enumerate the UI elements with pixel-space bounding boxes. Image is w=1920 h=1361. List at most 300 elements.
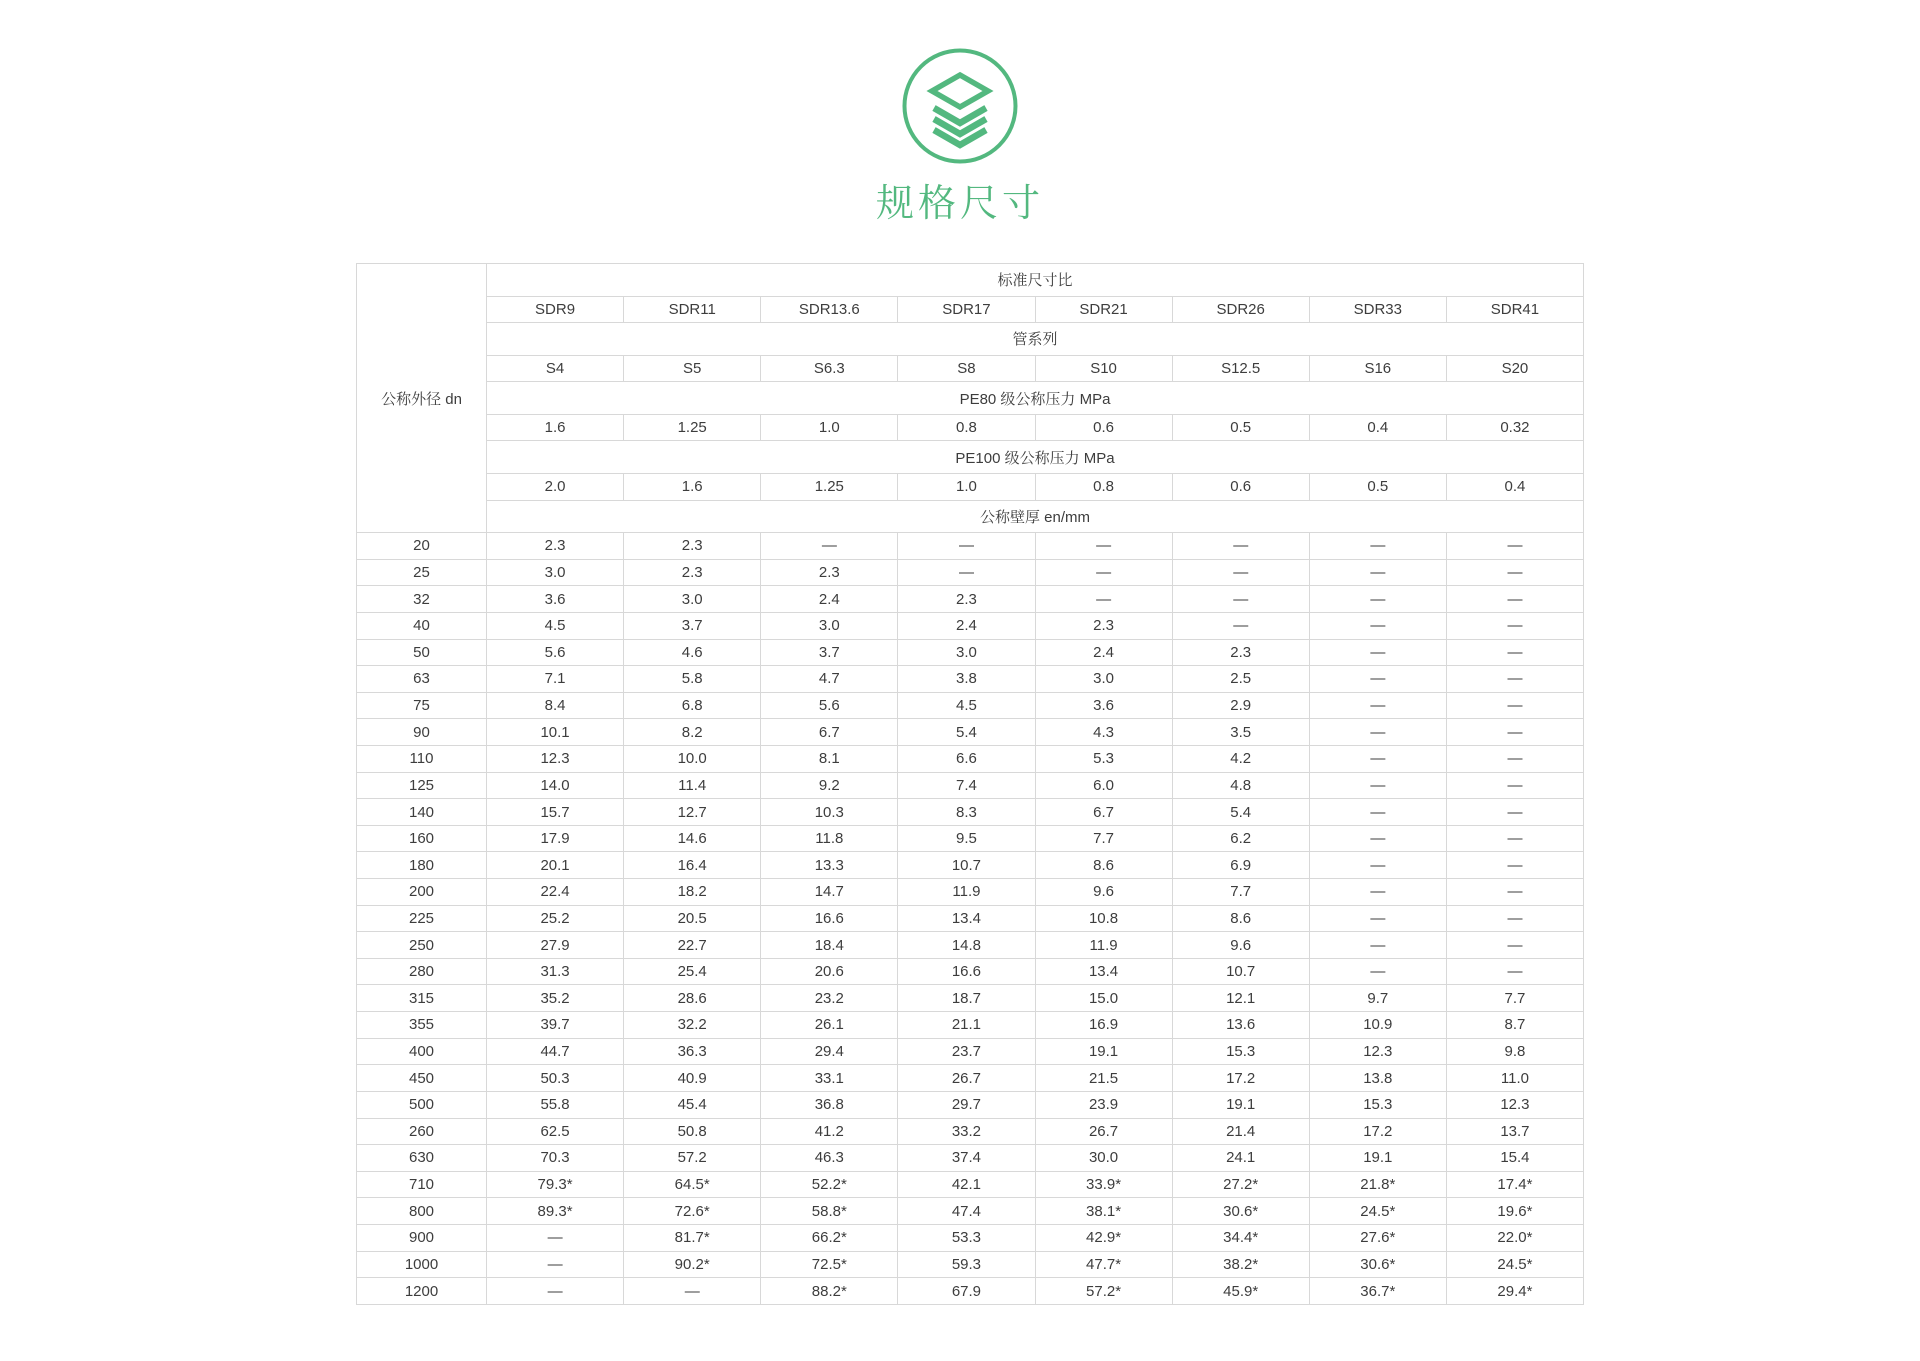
dn-cell: 40 (357, 612, 487, 639)
dn-cell: 400 (357, 1038, 487, 1065)
sdr-header-cell: SDR11 (624, 296, 761, 323)
thickness-cell: 14.8 (898, 932, 1035, 959)
thickness-cell: 26.1 (761, 1012, 898, 1039)
dn-cell: 630 (357, 1145, 487, 1172)
header-row-series-group (357, 323, 1584, 356)
dn-cell: 250 (357, 932, 487, 959)
thickness-cell: 22.0* (1446, 1224, 1583, 1251)
thickness-cell: — (1172, 586, 1309, 613)
thickness-cell: 17.9 (487, 825, 624, 852)
pe80-value-cell: 0.32 (1446, 414, 1583, 441)
thickness-cell: 30.6* (1172, 1198, 1309, 1225)
thickness-cell: — (761, 533, 898, 560)
table-row (357, 879, 1584, 906)
pe80-value-cell: 0.6 (1035, 414, 1172, 441)
thickness-cell: 2.4 (898, 612, 1035, 639)
dn-cell: 710 (357, 1171, 487, 1198)
group-header-pe100: PE100 级公称压力 MPa (487, 441, 1584, 474)
thickness-cell: 6.8 (624, 692, 761, 719)
dn-cell: 225 (357, 905, 487, 932)
thickness-cell: — (1309, 879, 1446, 906)
thickness-cell: 36.7* (1309, 1278, 1446, 1305)
sdr-header-cell: SDR41 (1446, 296, 1583, 323)
thickness-cell: 20.5 (624, 905, 761, 932)
series-header-cell: S16 (1309, 355, 1446, 382)
thickness-cell: 19.1 (1309, 1145, 1446, 1172)
thickness-cell: 15.7 (487, 799, 624, 826)
thickness-cell: 20.6 (761, 958, 898, 985)
table-row (357, 958, 1584, 985)
thickness-cell: — (1035, 559, 1172, 586)
thickness-cell: 21.1 (898, 1012, 1035, 1039)
thickness-cell: — (1446, 932, 1583, 959)
table-row (357, 799, 1584, 826)
thickness-cell: 14.7 (761, 879, 898, 906)
header-row-pe80-group (357, 382, 1584, 415)
thickness-cell: 24.1 (1172, 1145, 1309, 1172)
thickness-cell: — (1446, 719, 1583, 746)
sdr-header-cell: SDR21 (1035, 296, 1172, 323)
thickness-cell: 3.0 (898, 639, 1035, 666)
thickness-cell: — (1309, 533, 1446, 560)
table-row (357, 533, 1584, 560)
table-row (357, 852, 1584, 879)
thickness-cell: — (487, 1278, 624, 1305)
thickness-cell: — (1446, 852, 1583, 879)
thickness-cell: 21.8* (1309, 1171, 1446, 1198)
thickness-cell: 72.5* (761, 1251, 898, 1278)
pe80-value-cell: 0.4 (1309, 414, 1446, 441)
thickness-cell: 45.9* (1172, 1278, 1309, 1305)
thickness-cell: 67.9 (898, 1278, 1035, 1305)
thickness-cell: — (1309, 639, 1446, 666)
dn-cell: 90 (357, 719, 487, 746)
thickness-cell: — (1035, 586, 1172, 613)
thickness-cell: 13.8 (1309, 1065, 1446, 1092)
dn-cell: 50 (357, 639, 487, 666)
thickness-cell: 10.9 (1309, 1012, 1446, 1039)
thickness-cell: 5.4 (898, 719, 1035, 746)
thickness-cell: 20.1 (487, 852, 624, 879)
table-row (357, 666, 1584, 693)
thickness-cell: 13.7 (1446, 1118, 1583, 1145)
thickness-cell: 8.1 (761, 745, 898, 772)
thickness-cell: 89.3* (487, 1198, 624, 1225)
thickness-cell: 8.7 (1446, 1012, 1583, 1039)
header-row-sdr (357, 296, 1584, 323)
thickness-cell: 30.0 (1035, 1145, 1172, 1172)
header-row-sdr-group (357, 264, 1584, 297)
thickness-cell: 11.4 (624, 772, 761, 799)
thickness-cell: 2.3 (1035, 612, 1172, 639)
thickness-cell: 6.7 (761, 719, 898, 746)
thickness-cell: 37.4 (898, 1145, 1035, 1172)
thickness-cell: 2.3 (624, 559, 761, 586)
thickness-cell: — (487, 1251, 624, 1278)
thickness-cell: 2.5 (1172, 666, 1309, 693)
thickness-cell: — (1309, 958, 1446, 985)
table-row (357, 745, 1584, 772)
thickness-cell: 33.9* (1035, 1171, 1172, 1198)
dn-cell: 180 (357, 852, 487, 879)
thickness-cell: 55.8 (487, 1091, 624, 1118)
thickness-cell: 24.5* (1309, 1198, 1446, 1225)
thickness-cell: 36.3 (624, 1038, 761, 1065)
thickness-cell: 16.6 (761, 905, 898, 932)
thickness-cell: — (1172, 533, 1309, 560)
thickness-cell: — (1309, 719, 1446, 746)
table-row (357, 692, 1584, 719)
dn-cell: 140 (357, 799, 487, 826)
dn-cell: 900 (357, 1224, 487, 1251)
table-row (357, 1278, 1584, 1305)
thickness-cell: 53.3 (898, 1224, 1035, 1251)
thickness-cell: — (1446, 772, 1583, 799)
thickness-cell: 19.1 (1035, 1038, 1172, 1065)
thickness-cell: — (1446, 799, 1583, 826)
thickness-cell: 21.5 (1035, 1065, 1172, 1092)
thickness-cell: 2.4 (1035, 639, 1172, 666)
thickness-cell: — (1309, 932, 1446, 959)
thickness-cell: 72.6* (624, 1198, 761, 1225)
thickness-cell: 15.3 (1172, 1038, 1309, 1065)
thickness-cell: 7.7 (1035, 825, 1172, 852)
thickness-cell: 11.9 (1035, 932, 1172, 959)
table-row (357, 586, 1584, 613)
page-title: 规格尺寸 (875, 183, 1044, 225)
thickness-cell: 57.2 (624, 1145, 761, 1172)
group-header-sdr: 标准尺寸比 (487, 264, 1584, 297)
pe80-value-cell: 0.5 (1172, 414, 1309, 441)
spec-table-header (357, 264, 1584, 533)
thickness-cell: — (624, 1278, 761, 1305)
thickness-cell: 9.8 (1446, 1038, 1583, 1065)
thickness-cell: 30.6* (1309, 1251, 1446, 1278)
thickness-cell: 14.0 (487, 772, 624, 799)
thickness-cell: 27.9 (487, 932, 624, 959)
dn-cell: 280 (357, 958, 487, 985)
pe100-value-cell: 0.6 (1172, 473, 1309, 500)
series-header-cell: S5 (624, 355, 761, 382)
thickness-cell: 24.5* (1446, 1251, 1583, 1278)
table-row (357, 932, 1584, 959)
thickness-cell: 7.7 (1446, 985, 1583, 1012)
table-row (357, 1118, 1584, 1145)
table-row (357, 1038, 1584, 1065)
thickness-cell: — (1446, 879, 1583, 906)
thickness-cell: 29.4* (1446, 1278, 1583, 1305)
series-header-cell: S12.5 (1172, 355, 1309, 382)
thickness-cell: 13.3 (761, 852, 898, 879)
thickness-cell: — (1309, 905, 1446, 932)
thickness-cell: 6.7 (1035, 799, 1172, 826)
thickness-cell: 27.6* (1309, 1224, 1446, 1251)
thickness-cell: 23.2 (761, 985, 898, 1012)
table-row (357, 559, 1584, 586)
thickness-cell: 42.9* (1035, 1224, 1172, 1251)
thickness-cell: 40.9 (624, 1065, 761, 1092)
thickness-cell: — (1309, 825, 1446, 852)
thickness-cell: 3.8 (898, 666, 1035, 693)
thickness-cell: 34.4* (1172, 1224, 1309, 1251)
dn-cell: 200 (357, 879, 487, 906)
header-row-series (357, 355, 1584, 382)
thickness-cell: 9.2 (761, 772, 898, 799)
thickness-cell: 12.3 (487, 745, 624, 772)
corner-header: 公称外径 dn (357, 264, 487, 533)
thickness-cell: 11.9 (898, 879, 1035, 906)
pe80-value-cell: 1.6 (487, 414, 624, 441)
thickness-cell: 42.1 (898, 1171, 1035, 1198)
thickness-cell: 2.3 (761, 559, 898, 586)
thickness-cell: 18.2 (624, 879, 761, 906)
thickness-cell: 36.8 (761, 1091, 898, 1118)
thickness-cell: 5.4 (1172, 799, 1309, 826)
dn-cell: 500 (357, 1091, 487, 1118)
thickness-cell: 21.4 (1172, 1118, 1309, 1145)
thickness-cell: 2.3 (487, 533, 624, 560)
thickness-cell: — (1446, 745, 1583, 772)
dn-cell: 125 (357, 772, 487, 799)
thickness-cell: 10.8 (1035, 905, 1172, 932)
thickness-cell: — (1172, 612, 1309, 639)
pe100-value-cell: 0.8 (1035, 473, 1172, 500)
thickness-cell: 39.7 (487, 1012, 624, 1039)
sdr-header-cell: SDR33 (1309, 296, 1446, 323)
thickness-cell: 25.2 (487, 905, 624, 932)
thickness-cell: 57.2* (1035, 1278, 1172, 1305)
thickness-cell: 6.6 (898, 745, 1035, 772)
table-row (357, 719, 1584, 746)
thickness-cell: 3.6 (487, 586, 624, 613)
dn-cell: 160 (357, 825, 487, 852)
table-row (357, 639, 1584, 666)
thickness-cell: — (487, 1224, 624, 1251)
table-row (357, 985, 1584, 1012)
thickness-cell: 2.3 (898, 586, 1035, 613)
thickness-cell: 4.5 (898, 692, 1035, 719)
thickness-cell: 50.8 (624, 1118, 761, 1145)
thickness-cell: — (1309, 666, 1446, 693)
thickness-cell: 16.6 (898, 958, 1035, 985)
thickness-cell: 3.0 (761, 612, 898, 639)
thickness-cell: 62.5 (487, 1118, 624, 1145)
table-row (357, 1065, 1584, 1092)
pe100-value-cell: 2.0 (487, 473, 624, 500)
thickness-cell: 2.9 (1172, 692, 1309, 719)
sdr-header-cell: SDR17 (898, 296, 1035, 323)
thickness-cell: — (1309, 799, 1446, 826)
thickness-cell: — (1309, 745, 1446, 772)
header-row-pe100 (357, 473, 1584, 500)
thickness-cell: 4.5 (487, 612, 624, 639)
thickness-cell: — (898, 559, 1035, 586)
thickness-cell: — (1446, 666, 1583, 693)
thickness-cell: 17.2 (1309, 1118, 1446, 1145)
dn-cell: 75 (357, 692, 487, 719)
thickness-cell: 4.3 (1035, 719, 1172, 746)
thickness-cell: 66.2* (761, 1224, 898, 1251)
thickness-cell: 4.7 (761, 666, 898, 693)
thickness-cell: 3.6 (1035, 692, 1172, 719)
thickness-cell: 22.4 (487, 879, 624, 906)
thickness-cell: 17.4* (1446, 1171, 1583, 1198)
group-header-pe80: PE80 级公称压力 MPa (487, 382, 1584, 415)
table-row (357, 612, 1584, 639)
thickness-cell: 12.3 (1446, 1091, 1583, 1118)
thickness-cell: — (1309, 772, 1446, 799)
dn-cell: 25 (357, 559, 487, 586)
sdr-header-cell: SDR13.6 (761, 296, 898, 323)
thickness-cell: 58.8* (761, 1198, 898, 1225)
thickness-cell: 33.2 (898, 1118, 1035, 1145)
thickness-cell: 5.6 (487, 639, 624, 666)
thickness-cell: 70.3 (487, 1145, 624, 1172)
thickness-cell: 8.6 (1172, 905, 1309, 932)
thickness-cell: 13.6 (1172, 1012, 1309, 1039)
table-row (357, 1091, 1584, 1118)
thickness-cell: 47.7* (1035, 1251, 1172, 1278)
thickness-cell: 6.0 (1035, 772, 1172, 799)
header-row-pe100-group (357, 441, 1584, 474)
thickness-cell: 16.4 (624, 852, 761, 879)
thickness-cell: 7.1 (487, 666, 624, 693)
spec-table (356, 263, 1584, 1305)
dn-cell: 32 (357, 586, 487, 613)
thickness-cell: 13.4 (1035, 958, 1172, 985)
thickness-cell: 18.7 (898, 985, 1035, 1012)
thickness-cell: 13.4 (898, 905, 1035, 932)
thickness-cell: 11.0 (1446, 1065, 1583, 1092)
thickness-cell: 38.1* (1035, 1198, 1172, 1225)
thickness-cell: 12.1 (1172, 985, 1309, 1012)
thickness-cell: 18.4 (761, 932, 898, 959)
thickness-cell: — (1035, 533, 1172, 560)
table-row (357, 825, 1584, 852)
thickness-cell: 9.6 (1172, 932, 1309, 959)
pe80-value-cell: 0.8 (898, 414, 1035, 441)
thickness-cell: 2.3 (624, 533, 761, 560)
series-header-cell: S6.3 (761, 355, 898, 382)
table-row (357, 905, 1584, 932)
header-row-thickness-group (357, 500, 1584, 533)
thickness-cell: 8.4 (487, 692, 624, 719)
thickness-cell: 5.8 (624, 666, 761, 693)
thickness-cell: 3.0 (1035, 666, 1172, 693)
thickness-cell: 3.0 (487, 559, 624, 586)
thickness-cell: 9.5 (898, 825, 1035, 852)
table-row (357, 1251, 1584, 1278)
table-row (357, 1012, 1584, 1039)
thickness-cell: — (1446, 559, 1583, 586)
thickness-cell: 2.4 (761, 586, 898, 613)
thickness-cell: 79.3* (487, 1171, 624, 1198)
thickness-cell: 8.6 (1035, 852, 1172, 879)
thickness-cell: 15.0 (1035, 985, 1172, 1012)
spec-table-body (357, 533, 1584, 1305)
sdr-header-cell: SDR9 (487, 296, 624, 323)
pe100-value-cell: 1.0 (898, 473, 1035, 500)
thickness-cell: 16.9 (1035, 1012, 1172, 1039)
thickness-cell: 22.7 (624, 932, 761, 959)
thickness-cell: 26.7 (898, 1065, 1035, 1092)
thickness-cell: 15.3 (1309, 1091, 1446, 1118)
thickness-cell: 4.8 (1172, 772, 1309, 799)
thickness-cell: 9.7 (1309, 985, 1446, 1012)
thickness-cell: 41.2 (761, 1118, 898, 1145)
thickness-cell: 45.4 (624, 1091, 761, 1118)
thickness-cell: — (1446, 692, 1583, 719)
series-header-cell: S4 (487, 355, 624, 382)
layers-icon (902, 48, 1018, 164)
thickness-cell: — (1446, 586, 1583, 613)
thickness-cell: — (898, 533, 1035, 560)
pe80-value-cell: 1.25 (624, 414, 761, 441)
table-row (357, 1145, 1584, 1172)
thickness-cell: 90.2* (624, 1251, 761, 1278)
thickness-cell: 3.7 (624, 612, 761, 639)
dn-cell: 315 (357, 985, 487, 1012)
thickness-cell: 50.3 (487, 1065, 624, 1092)
thickness-cell: 3.5 (1172, 719, 1309, 746)
thickness-cell: 5.6 (761, 692, 898, 719)
dn-cell: 260 (357, 1118, 487, 1145)
series-header-cell: S8 (898, 355, 1035, 382)
table-row (357, 1171, 1584, 1198)
thickness-cell: 10.0 (624, 745, 761, 772)
thickness-cell: 7.4 (898, 772, 1035, 799)
thickness-cell: 27.2* (1172, 1171, 1309, 1198)
pe100-value-cell: 1.6 (624, 473, 761, 500)
thickness-cell: 64.5* (624, 1171, 761, 1198)
thickness-cell: 12.3 (1309, 1038, 1446, 1065)
table-row (357, 772, 1584, 799)
thickness-cell: 10.7 (898, 852, 1035, 879)
thickness-cell: 11.8 (761, 825, 898, 852)
thickness-cell: — (1446, 905, 1583, 932)
thickness-cell: 52.2* (761, 1171, 898, 1198)
thickness-cell: 4.2 (1172, 745, 1309, 772)
sdr-header-cell: SDR26 (1172, 296, 1309, 323)
thickness-cell: — (1309, 559, 1446, 586)
dn-cell: 20 (357, 533, 487, 560)
series-header-cell: S20 (1446, 355, 1583, 382)
group-header-thickness: 公称壁厚 en/mm (487, 500, 1584, 533)
thickness-cell: 8.2 (624, 719, 761, 746)
thickness-cell: 32.2 (624, 1012, 761, 1039)
pe100-value-cell: 1.25 (761, 473, 898, 500)
table-row (357, 1224, 1584, 1251)
thickness-cell: 2.3 (1172, 639, 1309, 666)
thickness-cell: 6.2 (1172, 825, 1309, 852)
thickness-cell: — (1309, 612, 1446, 639)
thickness-cell: 3.0 (624, 586, 761, 613)
thickness-cell: 88.2* (761, 1278, 898, 1305)
thickness-cell: 44.7 (487, 1038, 624, 1065)
dn-cell: 450 (357, 1065, 487, 1092)
dn-cell: 1000 (357, 1251, 487, 1278)
thickness-cell: 28.6 (624, 985, 761, 1012)
pe100-value-cell: 0.4 (1446, 473, 1583, 500)
thickness-cell: 31.3 (487, 958, 624, 985)
thickness-cell: 26.7 (1035, 1118, 1172, 1145)
thickness-cell: — (1309, 692, 1446, 719)
thickness-cell: 10.3 (761, 799, 898, 826)
dn-cell: 63 (357, 666, 487, 693)
thickness-cell: 7.7 (1172, 879, 1309, 906)
thickness-cell: 38.2* (1172, 1251, 1309, 1278)
dn-cell: 800 (357, 1198, 487, 1225)
